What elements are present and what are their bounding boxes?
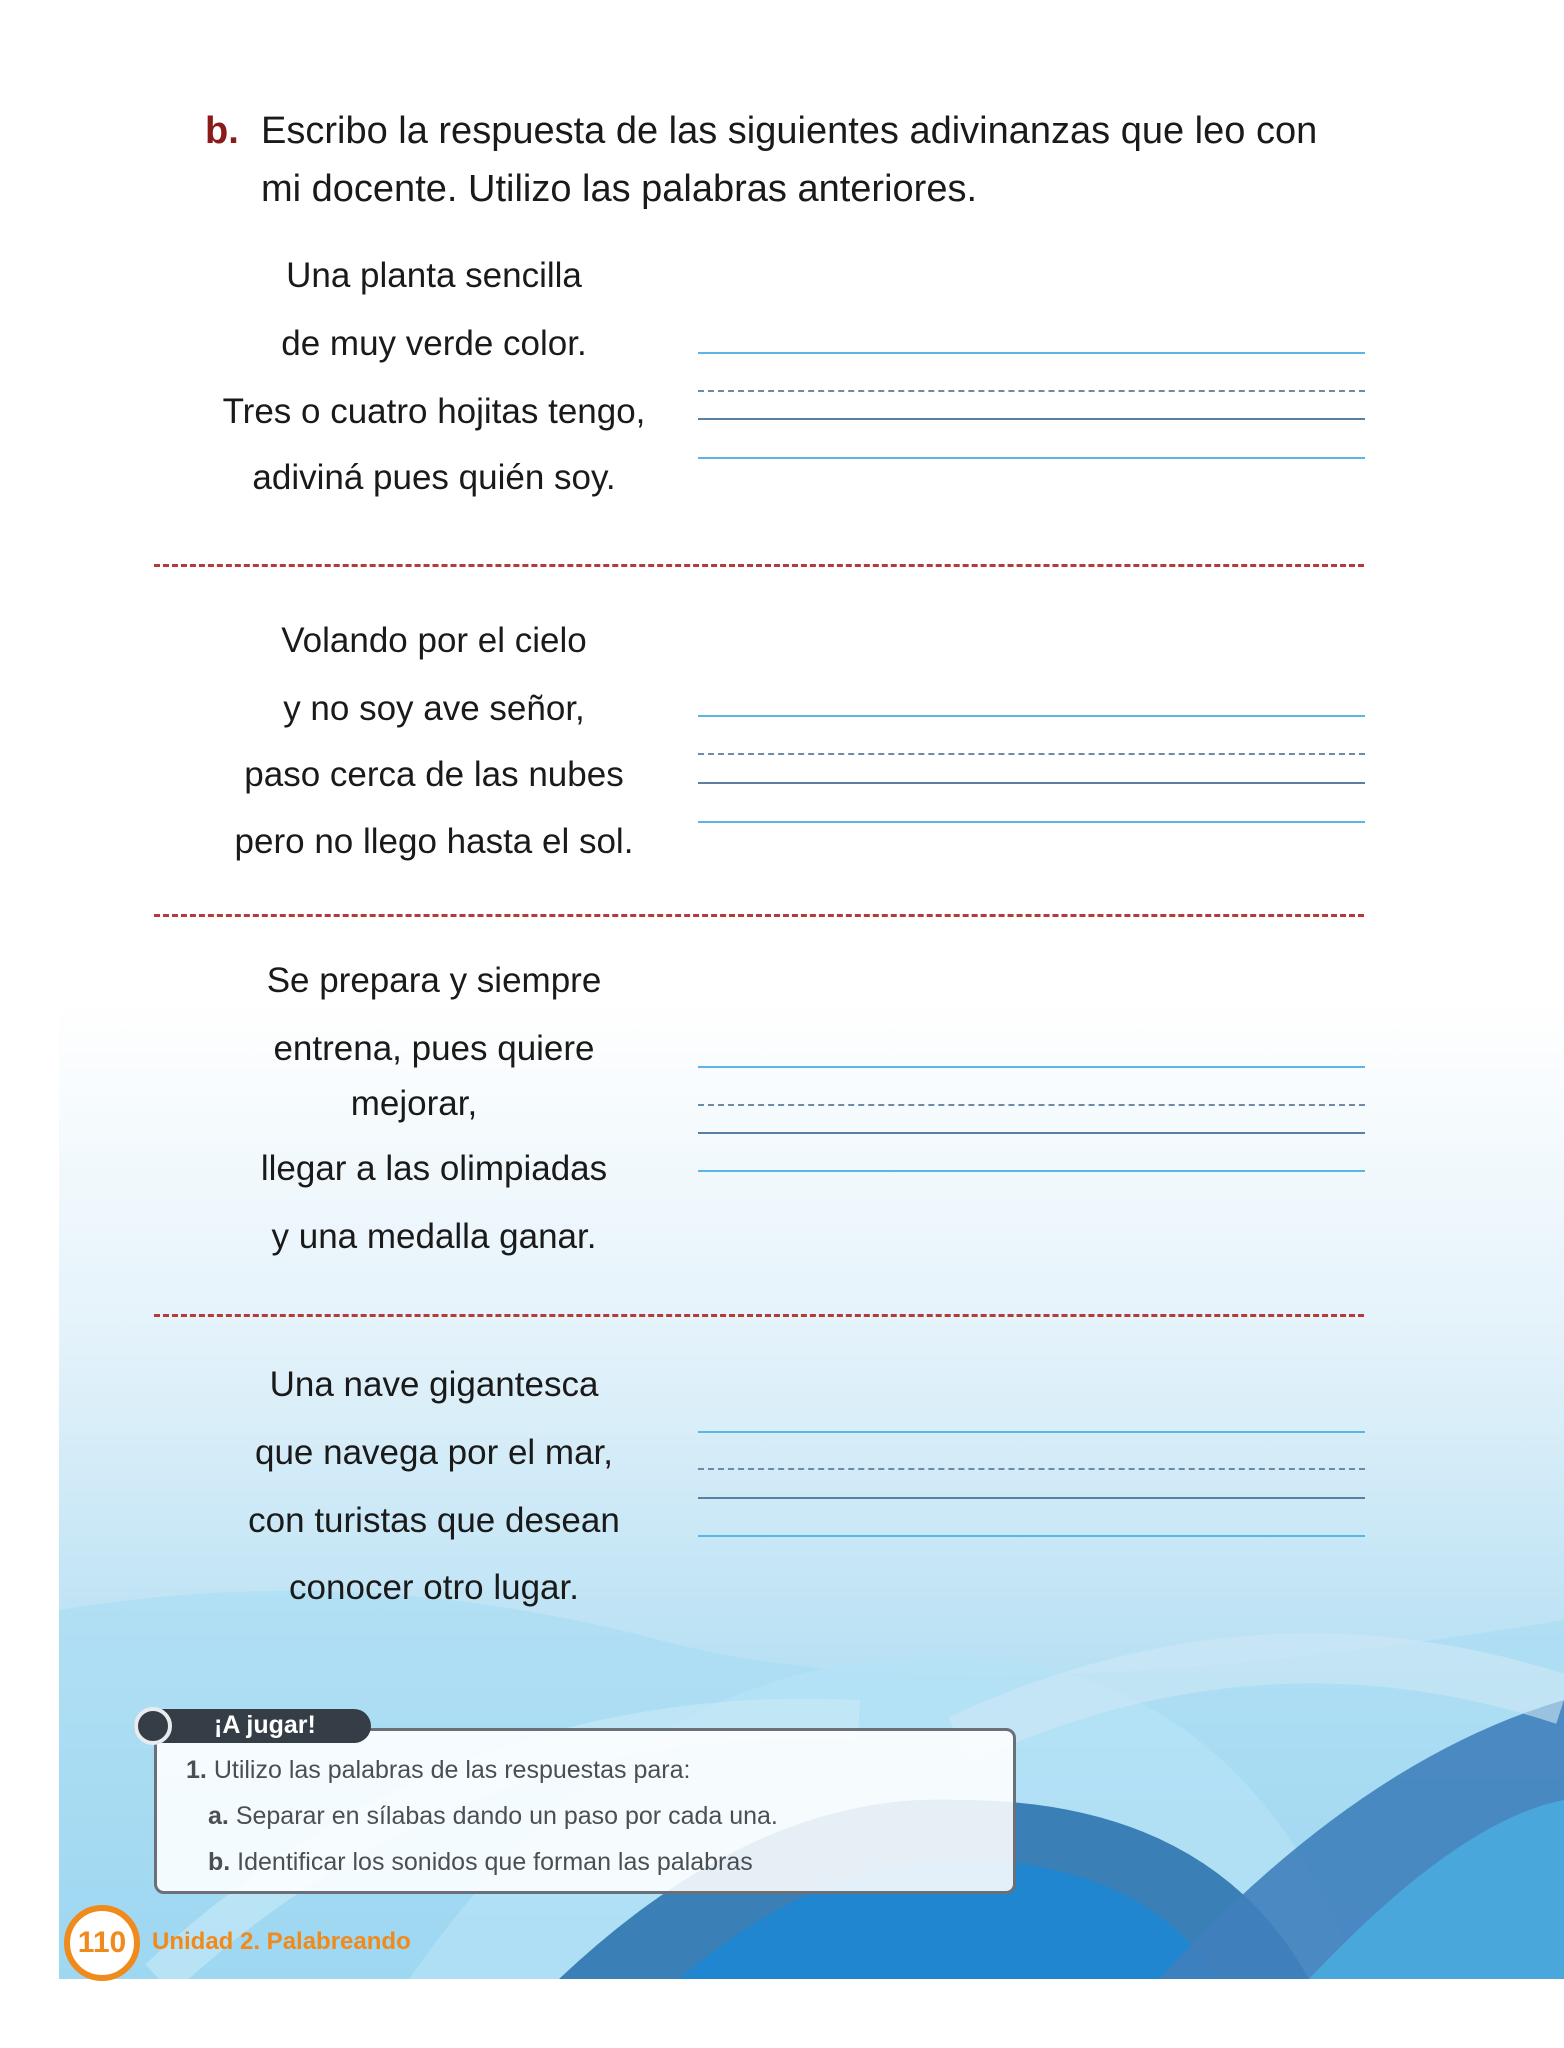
game-item-number: 1. — [186, 1756, 207, 1784]
riddle-1-line: adiviná pues quién soy. — [252, 458, 616, 497]
tab-circle-icon — [134, 1707, 172, 1745]
unit-title: Unidad 2. Palabreando — [152, 1928, 411, 1955]
game-subitem-text: Identificar los sonidos que forman las palabras — [237, 1848, 753, 1876]
riddle-1-line: Una planta sencilla — [286, 256, 582, 295]
instruction-line-1: Escribo la respuesta de las siguientes adivinanzas que leo con — [261, 110, 1318, 152]
writing-line — [698, 457, 1365, 459]
riddle-4-line: con turistas que desean — [248, 1501, 620, 1540]
writing-line — [698, 782, 1365, 784]
writing-line — [698, 352, 1365, 354]
writing-line — [698, 1497, 1365, 1499]
riddle-4-line: conocer otro lugar. — [289, 1568, 579, 1607]
writing-line — [698, 1066, 1365, 1068]
game-subitem-text: Separar en sílabas dando un paso por cada una. — [235, 1802, 778, 1830]
writing-line — [698, 821, 1365, 823]
separator — [154, 564, 1364, 567]
game-box-title: ¡A jugar! — [214, 1711, 316, 1739]
writing-guide-line — [698, 1468, 1365, 1470]
game-item — [186, 1756, 690, 1785]
riddle-4-line: Una nave gigantesca — [269, 1365, 599, 1404]
riddle-3-line: llegar a las olimpiadas — [260, 1149, 608, 1188]
instruction-label: b. — [205, 110, 239, 152]
game-subitem-label: b. — [208, 1848, 231, 1876]
game-subitem-label: a. — [208, 1802, 229, 1830]
writing-guide-line — [698, 1104, 1365, 1106]
instruction-line-2: mi docente. Utilizo las palabras anteriores. — [261, 168, 978, 210]
writing-line — [698, 1535, 1365, 1537]
writing-line — [698, 418, 1365, 420]
riddle-3-line: Se prepara y siempre — [266, 961, 602, 1000]
game-item-text: Utilizo las palabras de las respuestas para: — [213, 1756, 691, 1784]
riddle-2-line: pero no llego hasta el sol. — [234, 822, 634, 861]
riddle-1-line: de muy verde color. — [281, 324, 587, 363]
riddle-3-line: mejorar, — [350, 1084, 478, 1123]
writing-line — [698, 715, 1365, 717]
riddle-4-line: que navega por el mar, — [254, 1433, 613, 1472]
riddle-3-line: y una medalla ganar. — [271, 1217, 597, 1256]
writing-guide-line — [698, 390, 1365, 392]
writing-line — [698, 1132, 1365, 1134]
separator — [154, 914, 1364, 917]
game-subitem — [208, 1848, 753, 1877]
riddle-3-line: entrena, pues quiere — [273, 1029, 595, 1068]
separator — [154, 1314, 1364, 1317]
game-subitem — [208, 1802, 778, 1831]
writing-line — [698, 1170, 1365, 1172]
writing-guide-line — [698, 753, 1365, 755]
riddle-2-line: paso cerca de las nubes — [244, 755, 624, 794]
instruction-text — [261, 102, 1381, 218]
riddle-2-line: Volando por el cielo — [281, 621, 587, 660]
riddle-2-line: y no soy ave señor, — [283, 689, 585, 728]
riddle-1-line: Tres o cuatro hojitas tengo, — [222, 392, 646, 431]
page-number: 110 — [64, 1905, 140, 1981]
writing-line — [698, 1431, 1365, 1433]
